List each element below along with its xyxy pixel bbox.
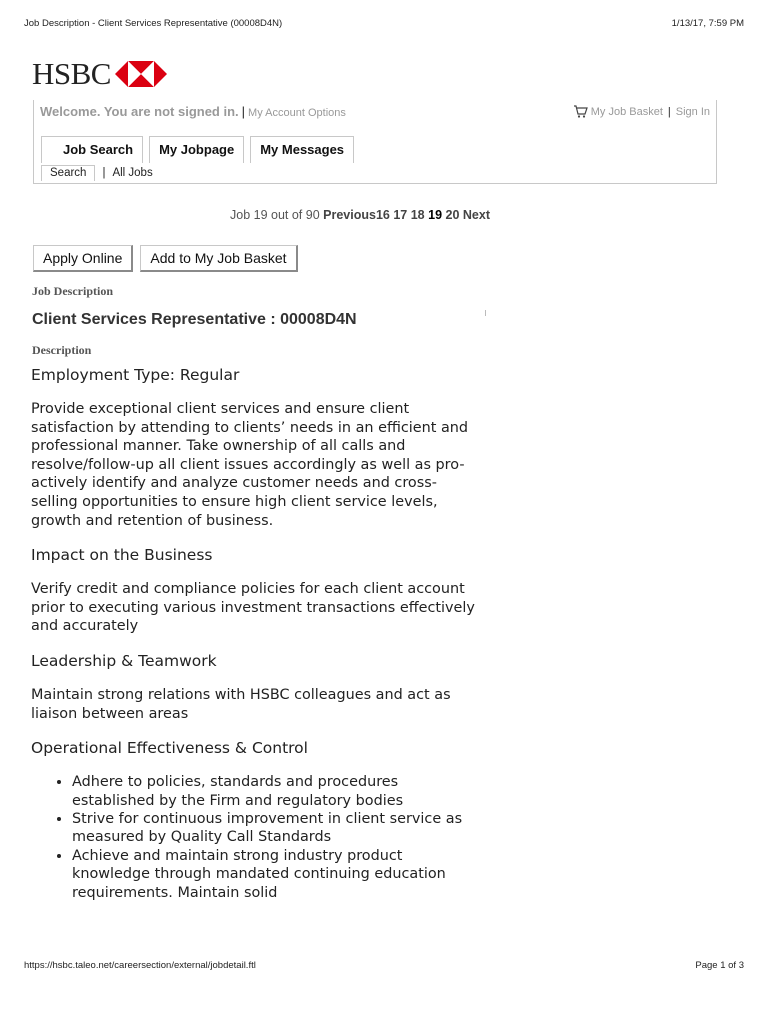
pager-page-17[interactable]: 17 xyxy=(393,208,408,222)
operational-heading: Operational Effectiveness & Control xyxy=(31,739,308,758)
job-pager xyxy=(230,208,490,222)
main-tabs xyxy=(41,136,354,163)
subtab-all-jobs[interactable]: All Jobs xyxy=(112,167,153,179)
hsbc-wordmark: HSBC xyxy=(32,56,111,91)
print-header xyxy=(24,18,744,29)
my-job-basket-link[interactable]: My Job Basket xyxy=(590,105,663,118)
hsbc-hexagon-icon xyxy=(115,61,167,87)
pager-page-20[interactable]: 20 xyxy=(445,208,460,222)
sign-in-link[interactable]: Sign In xyxy=(675,105,710,118)
welcome-message xyxy=(40,104,346,119)
job-description-body xyxy=(31,366,476,902)
tab-my-jobpage[interactable]: My Jobpage xyxy=(149,136,244,163)
leadership-paragraph: Maintain strong relations with HSBC colleagues and act as liaison between areas xyxy=(31,686,451,722)
employment-type-heading: Employment Type: Regular xyxy=(31,366,240,384)
shopping-basket-icon xyxy=(573,105,588,118)
impact-paragraph: Verify credit and compliance policies for each client account prior to executing various investment transactions effectively and accurately xyxy=(31,581,475,635)
job-description-label: Job Description xyxy=(32,284,113,298)
pager-previous-link[interactable]: Previous xyxy=(323,208,376,222)
job-title: Client Services Representative : 00008D4N xyxy=(32,311,357,328)
print-page-number: Page 1 of 3 xyxy=(695,960,744,971)
description-label: Description xyxy=(32,343,92,357)
print-doc-title: Job Description - Client Services Representative (00008D4N) xyxy=(24,18,283,29)
add-to-job-basket-button[interactable]: Add to My Job Basket xyxy=(140,245,297,272)
print-datetime: 1/13/17, 7:59 PM xyxy=(671,18,744,29)
subtab-search[interactable]: Search xyxy=(41,165,95,181)
sub-tabs xyxy=(41,165,153,181)
header-links-separator: | xyxy=(667,105,671,118)
impact-heading: Impact on the Business xyxy=(31,546,213,565)
list-item: • Achieve and maintain strong industry product knowledge through mandated continuing education requirements. Maintain solid xyxy=(72,847,476,902)
tab-job-search[interactable]: Job Search xyxy=(41,136,143,163)
job-summary-paragraph: Provide exceptional client services and ensure client satisfaction by attending to clients’ needs in an efficient and professional manner. Take ownership of all calls and resolve/follow-up all client issues accordingly as well as pro-actively identify and analyze customer needs and cross-selling opportunities to ensure high client service levels, growth and retention of business. xyxy=(31,401,469,529)
print-url: https://hsbc.taleo.net/careersection/external/jobdetail.ftl xyxy=(24,960,256,971)
header-right-links xyxy=(573,105,710,118)
divider-tick xyxy=(485,310,486,316)
my-account-options-link[interactable]: My Account Options xyxy=(248,107,346,119)
leadership-heading: Leadership & Teamwork xyxy=(31,651,217,670)
pager-next-link[interactable]: Next xyxy=(462,208,490,222)
subtab-separator: | xyxy=(102,167,106,179)
operational-list xyxy=(31,773,476,902)
pager-position-text: Job 19 out of 90 xyxy=(230,208,320,222)
action-buttons xyxy=(33,245,298,272)
pager-page-19-current: 19 xyxy=(428,208,443,222)
apply-online-button[interactable]: Apply Online xyxy=(33,245,133,272)
list-item: • Strive for continuous improvement in client service as measured by Quality Call Standards xyxy=(72,810,476,847)
pager-page-16[interactable]: 16 xyxy=(375,208,390,222)
welcome-text: Welcome. You are not signed in. xyxy=(40,104,239,119)
list-item: • Adhere to policies, standards and procedures established by the Firm and regulatory bodies xyxy=(72,773,476,810)
pager-page-18[interactable]: 18 xyxy=(410,208,425,222)
tab-my-messages[interactable]: My Messages xyxy=(250,136,354,163)
welcome-separator: | xyxy=(241,104,246,119)
hsbc-logo[interactable] xyxy=(32,56,167,92)
print-footer xyxy=(24,960,744,971)
